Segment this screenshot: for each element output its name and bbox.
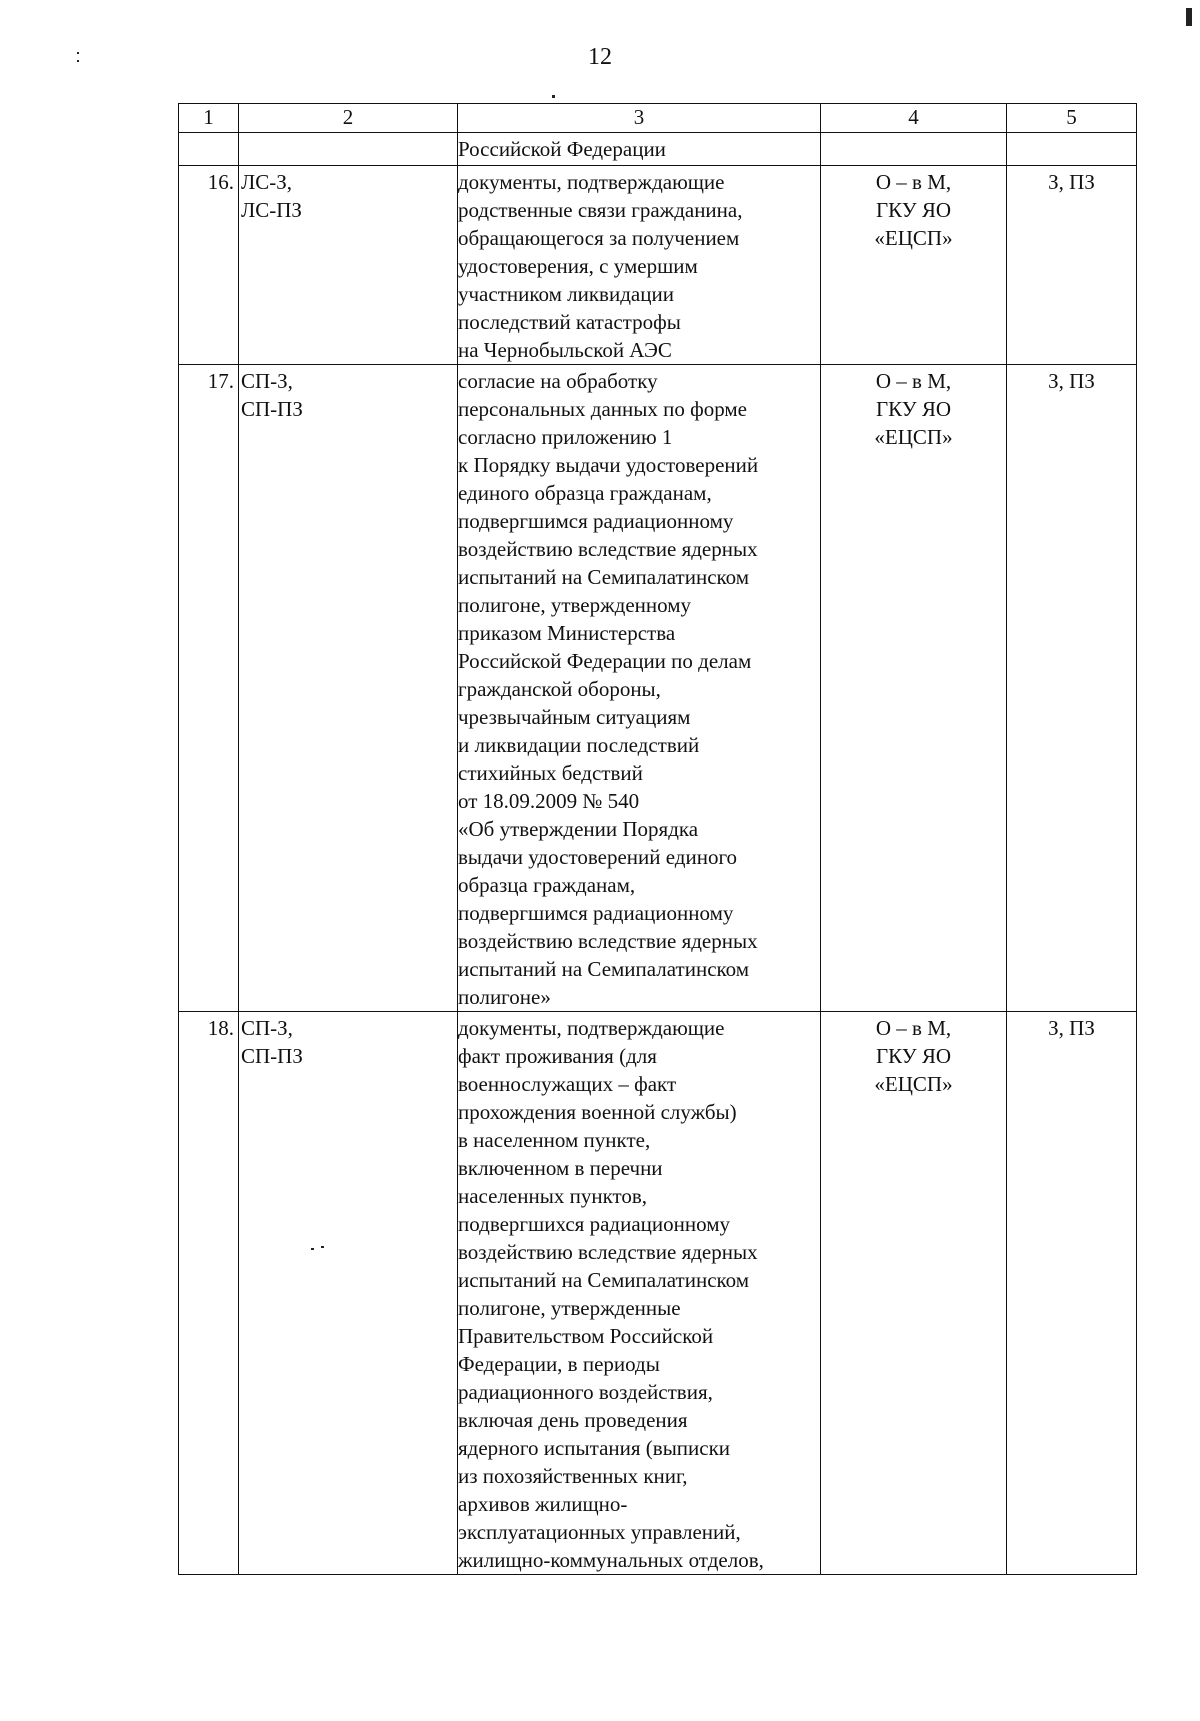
scan-speck bbox=[77, 60, 79, 62]
document-line: участником ликвидации bbox=[458, 282, 674, 306]
document-line: военнослужащих – факт bbox=[458, 1072, 677, 1096]
table-header-row bbox=[179, 104, 1137, 133]
cell-form: З, ПЗ bbox=[1007, 1012, 1137, 1575]
scan-speck bbox=[77, 52, 79, 54]
header-cell-1: 1 bbox=[179, 104, 239, 133]
document-line: чрезвычайным ситуациям bbox=[458, 705, 691, 729]
document-line: родственные связи гражданина, bbox=[458, 198, 743, 222]
document-line: Российской Федерации по делам bbox=[458, 649, 752, 673]
document-line: включая день проведения bbox=[458, 1408, 688, 1432]
document-line: подвергшимся радиационному bbox=[458, 901, 734, 925]
document-line: эксплуатационных управлений, bbox=[458, 1520, 741, 1544]
code-line: СП-ПЗ bbox=[241, 397, 303, 421]
cell-org bbox=[821, 133, 1007, 166]
cell-code bbox=[239, 166, 458, 365]
document-line: документы, подтверждающие bbox=[458, 1016, 725, 1040]
header-cell-3: 3 bbox=[458, 104, 821, 133]
org-line: «ЕЦСП» bbox=[874, 1072, 953, 1096]
document-line: населенных пунктов, bbox=[458, 1184, 648, 1208]
org-line: ГКУ ЯО bbox=[875, 397, 952, 421]
org-line: О – в М, bbox=[875, 170, 952, 194]
cell-org bbox=[821, 365, 1007, 1012]
document-line: последствий катастрофы bbox=[458, 310, 681, 334]
document-line: воздействию вследствие ядерных bbox=[458, 929, 758, 953]
document-line: Российской Федерации bbox=[458, 137, 666, 161]
cell-document bbox=[458, 166, 821, 365]
document-line: и ликвидации последствий bbox=[458, 733, 700, 757]
org-line: «ЕЦСП» bbox=[874, 425, 953, 449]
org-line: «ЕЦСП» bbox=[874, 226, 953, 250]
cell-code bbox=[239, 133, 458, 166]
document-line: выдачи удостоверений единого bbox=[458, 845, 738, 869]
cell-document bbox=[458, 365, 821, 1012]
document-line: воздействию вследствие ядерных bbox=[458, 1240, 758, 1264]
document-line: полигоне, утвержденному bbox=[458, 593, 691, 617]
org-line: ГКУ ЯО bbox=[875, 198, 952, 222]
code-line: СП-ПЗ bbox=[241, 1044, 303, 1068]
cell-document bbox=[458, 133, 821, 166]
document-line: полигоне» bbox=[458, 985, 551, 1009]
document-line: полигоне, утвержденные bbox=[458, 1296, 681, 1320]
document-line: единого образца гражданам, bbox=[458, 481, 712, 505]
document-line: в населенном пункте, bbox=[458, 1128, 651, 1152]
document-line: к Порядку выдачи удостоверений bbox=[458, 453, 759, 477]
header-cell-5: 5 bbox=[1007, 104, 1137, 133]
cell-code bbox=[239, 365, 458, 1012]
document-line: воздействию вследствие ядерных bbox=[458, 537, 758, 561]
cell-form bbox=[1007, 133, 1137, 166]
cell-document bbox=[458, 1012, 821, 1575]
document-line: включенном в перечни bbox=[458, 1156, 663, 1180]
document-line: обращающегося за получением bbox=[458, 226, 740, 250]
document-line: образца гражданам, bbox=[458, 873, 636, 897]
document-line: Федерации, в периоды bbox=[458, 1352, 660, 1376]
cell-code bbox=[239, 1012, 458, 1575]
code-line: СП-З, bbox=[241, 1016, 293, 1040]
org-line: О – в М, bbox=[875, 369, 952, 393]
org-line: ГКУ ЯО bbox=[875, 1044, 952, 1068]
code-line: ЛС-З, bbox=[241, 170, 293, 194]
document-line: документы, подтверждающие bbox=[458, 170, 725, 194]
cell-form: З, ПЗ bbox=[1007, 365, 1137, 1012]
document-line: подвергшимся радиационному bbox=[458, 509, 734, 533]
document-line: Правительством Российской bbox=[458, 1324, 714, 1348]
document-line: ядерного испытания (выписки bbox=[458, 1436, 731, 1460]
document-line: испытаний на Семипалатинском bbox=[458, 957, 750, 981]
cell-form: З, ПЗ bbox=[1007, 166, 1137, 365]
cell-num: 18. bbox=[179, 1012, 239, 1575]
org-line: О – в М, bbox=[875, 1016, 952, 1040]
document-line: гражданской обороны, bbox=[458, 677, 661, 701]
scan-speck bbox=[552, 95, 555, 98]
document-line: персональных данных по форме bbox=[458, 397, 748, 421]
cell-num: 16. bbox=[179, 166, 239, 365]
document-line: испытаний на Семипалатинском bbox=[458, 565, 750, 589]
document-line: стихийных бедствий bbox=[458, 761, 643, 785]
header-cell-2: 2 bbox=[239, 104, 458, 133]
document-line: от 18.09.2009 № 540 bbox=[458, 789, 640, 813]
code-line: СП-З, bbox=[241, 369, 293, 393]
document-line: из похозяйственных книг, bbox=[458, 1464, 688, 1488]
continuation-row bbox=[179, 133, 1137, 166]
table-row bbox=[179, 365, 1137, 1012]
document-line: факт проживания (для bbox=[458, 1044, 657, 1068]
cell-num: 17. bbox=[179, 365, 239, 1012]
document-line: приказом Министерства bbox=[458, 621, 676, 645]
document-line: согласно приложению 1 bbox=[458, 425, 673, 449]
page-number: 12 bbox=[588, 44, 612, 70]
table-row bbox=[179, 166, 1137, 365]
code-line: ЛС-ПЗ bbox=[241, 198, 302, 222]
cell-org bbox=[821, 166, 1007, 365]
document-line: на Чернобыльской АЭС bbox=[458, 338, 672, 362]
document-line: испытаний на Семипалатинском bbox=[458, 1268, 750, 1292]
scan-speck bbox=[1186, 8, 1192, 26]
document-line: удостоверения, с умершим bbox=[458, 254, 698, 278]
document-line: жилищно-коммунальных отделов, bbox=[458, 1548, 764, 1572]
cell-num bbox=[179, 133, 239, 166]
document-line: согласие на обработку bbox=[458, 369, 658, 393]
document-line: архивов жилищно- bbox=[458, 1492, 628, 1516]
document-line: подвергшихся радиационному bbox=[458, 1212, 730, 1236]
document-table bbox=[178, 103, 1137, 1575]
table-row bbox=[179, 1012, 1137, 1575]
cell-org bbox=[821, 1012, 1007, 1575]
document-line: «Об утверждении Порядка bbox=[458, 817, 699, 841]
document-line: прохождения военной службы) bbox=[458, 1100, 737, 1124]
document-line: радиационного воздействия, bbox=[458, 1380, 713, 1404]
table-body bbox=[179, 104, 1137, 1575]
header-cell-4: 4 bbox=[821, 104, 1007, 133]
